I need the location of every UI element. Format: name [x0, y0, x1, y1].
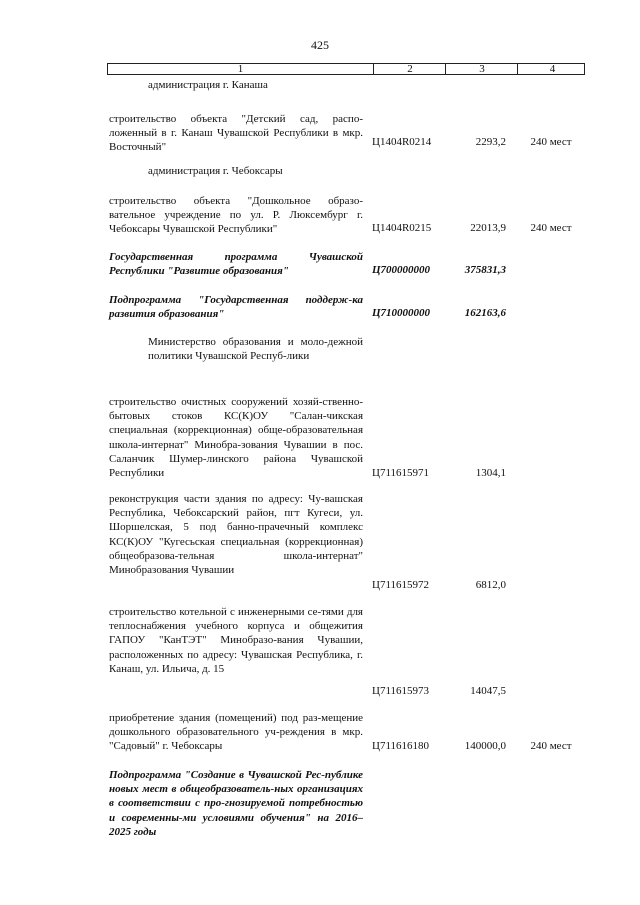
item-amount: 22013,9 — [470, 222, 506, 234]
item-amount: 140000,0 — [464, 740, 506, 752]
item-capacity: 240 мест — [530, 740, 572, 752]
item-capacity: 240 мест — [530, 222, 572, 234]
subprogram-code: Ц710000000 — [372, 307, 431, 319]
item-description: строительство котельной с инженерными се-тями для теплоснабжения учебного корпуса и общежития ГАПОУ "КанТЭТ" Минобразо-вания Чувашии, расположенных по адресу: Чувашская Республика, г. Канаш, ул. Ильича, д. 15 — [109, 606, 363, 675]
item-code: Ц711615971 — [372, 467, 430, 479]
item-description: строительство объекта "Дошкольное образо-вательное учреждение по ул. Р. Люксембург г. Чебоксары Чувашской Республики" — [109, 195, 363, 236]
org-name: администрация г. Чебоксары — [148, 165, 283, 177]
header-col-3: 3 — [445, 63, 518, 75]
item-amount: 2293,2 — [475, 136, 506, 148]
item-description: приобретение здания (помещений) под раз-мещение дошкольного образовательного уч-реждения в мкр. "Садовый" г. Чебоксары — [109, 712, 363, 753]
page-number: 425 — [311, 38, 329, 52]
table-row — [0, 711, 640, 754]
item-code: Ц711615972 — [372, 579, 430, 591]
subprogram-amount: 162163,6 — [464, 307, 506, 319]
table-row — [0, 78, 640, 92]
item-code: Ц711615973 — [372, 685, 430, 697]
table-row — [0, 768, 640, 840]
table-row — [0, 250, 640, 279]
table-row — [0, 194, 640, 237]
table-row — [0, 293, 640, 322]
program-title: Государственная программа Чувашской Республики "Развитие образования" — [109, 251, 363, 278]
table-header — [107, 63, 585, 75]
table-row — [0, 112, 640, 155]
program-code: Ц700000000 — [372, 264, 431, 276]
item-code: Ц1404R0214 — [372, 136, 432, 148]
header-col-4: 4 — [517, 63, 587, 75]
item-description: строительство объекта "Детский сад, распо-ложенный в г. Канаш Чувашской Республики в мкр. Восточный" — [109, 113, 363, 154]
table-row — [0, 605, 640, 697]
header-col-2: 2 — [373, 63, 446, 75]
table-row — [0, 395, 640, 481]
org-name: Министерство образования и моло-дежной политики Чувашской Респуб-лики — [148, 336, 363, 363]
item-capacity: 240 мест — [530, 136, 572, 148]
program-amount: 375831,3 — [464, 264, 506, 276]
item-amount: 6812,0 — [475, 579, 506, 591]
table-row — [0, 335, 640, 378]
item-code: Ц1404R0215 — [372, 222, 432, 234]
header-col-1: 1 — [237, 63, 244, 75]
item-amount: 14047,5 — [470, 685, 506, 697]
item-amount: 1304,1 — [475, 467, 506, 479]
item-description: строительство очистных сооружений хозяй-ственно-бытовых стоков КС(К)ОУ "Салан-чикская специальная (коррекционная) обще-образовательная школа-интернат" Минобра-зования Чувашии в пос. Саланчик Шумер-линского района Чувашской Республики — [109, 396, 363, 480]
item-description: реконструкция части здания по адресу: Чу-вашская Республика, Чебоксарский район, пгт Кугеси, ул. Шоршелская, 5 под банно-прачечный комплекс КС(К)ОУ "Кугесьская специальная (коррекционная) общеобразова-тельная школа-интернат" Минобразования Чувашии — [109, 493, 363, 577]
subprogram-title: Подпрограмма "Государственная поддерж-ка развития образования" — [109, 294, 363, 321]
item-code: Ц711616180 — [372, 740, 430, 752]
table-row — [0, 492, 640, 592]
table-row — [0, 164, 640, 178]
org-name: администрация г. Канаша — [148, 79, 268, 91]
subprogram-title: Подпрограмма "Создание в Чувашской Рес-публике новых мест в общеобразователь-ных организациях в соответствии с про-гнозируемой потребностью и современны-ми условиями обучения" на 2016–2025 годы — [109, 769, 363, 838]
